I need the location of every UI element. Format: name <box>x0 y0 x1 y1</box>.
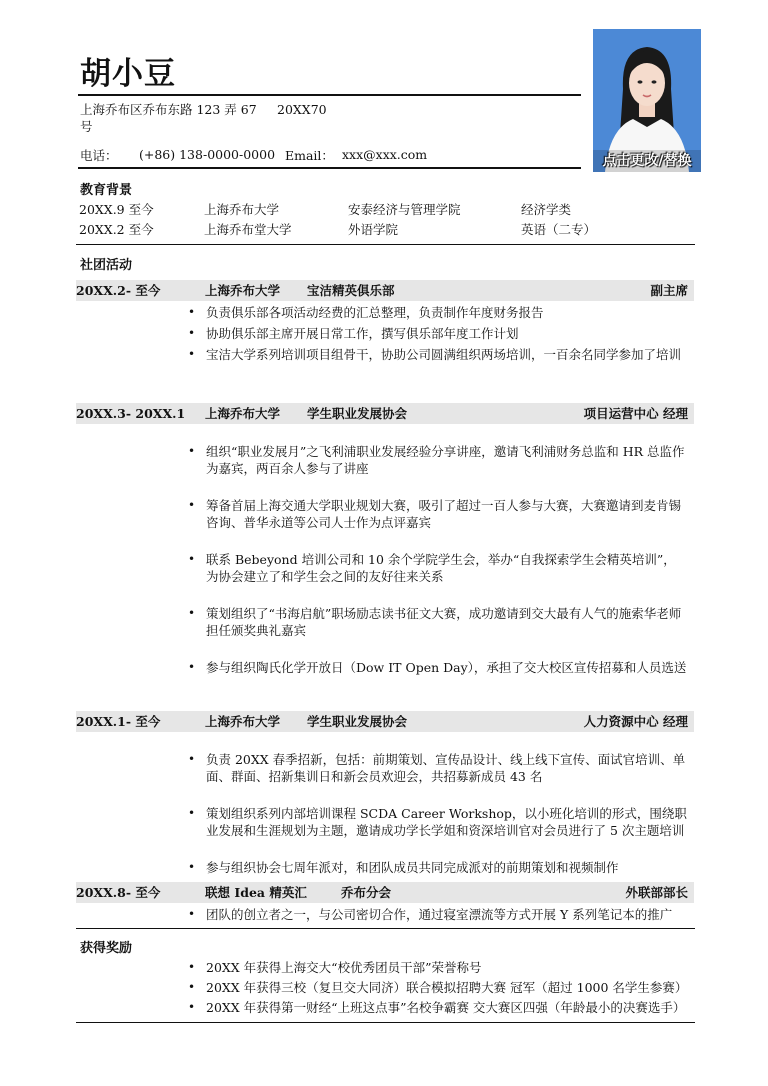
list-item: • 团队的创立者之一，与公司密切合作，通过寝室漂流等方式开展 Y 系列笔记本的推广 <box>188 906 688 923</box>
email-label: Email： <box>285 148 334 163</box>
club-role: 副主席 <box>650 283 688 298</box>
club-entry-header <box>76 403 694 424</box>
clubs-rule <box>76 928 695 929</box>
candidate-name: 胡小豆 <box>80 56 176 92</box>
list-item: • 联系 Bebeyond 培训公司和 10 余个学院学生会，举办“自我探索学生会精英培训”，为协会建立了和学生会之间的友好往来关系 <box>188 551 688 585</box>
list-item: • 宝洁大学系列培训项目组骨干，协助公司圆满组织两场培训，一百余名同学参加了培训 <box>188 346 688 363</box>
profile-photo[interactable] <box>593 29 701 172</box>
contact-rule <box>78 167 581 169</box>
edu-school: 上海乔布堂大学 <box>204 222 292 237</box>
club-role: 外联部部长 <box>625 885 688 900</box>
awards-title: 获得奖励 <box>80 941 133 956</box>
edu-college: 安泰经济与管理学院 <box>348 202 461 217</box>
club-items <box>188 443 688 676</box>
phone-label: 电话： <box>80 148 118 163</box>
address-line-2: 号 <box>80 119 93 134</box>
list-item: • 负责俱乐部各项活动经费的汇总整理，负责制作年度财务报告 <box>188 304 688 321</box>
clubs-title: 社团活动 <box>80 258 133 273</box>
photo-change-caption[interactable]: 点击更改/替换 <box>593 150 701 172</box>
club-date: 20XX.1- 至今 <box>76 714 161 729</box>
list-item: • 协助俱乐部主席开展日常工作，撰写俱乐部年度工作计划 <box>188 325 688 342</box>
address <box>80 101 270 135</box>
club-role: 项目运营中心 经理 <box>583 406 688 421</box>
club-items <box>188 304 688 363</box>
club-dept: 乔布分会 <box>341 885 392 900</box>
edu-major: 经济学类 <box>521 202 572 217</box>
header-rule <box>78 94 581 96</box>
club-org: 上海乔布大学 <box>205 283 281 298</box>
club-dept: 学生职业发展协会 <box>307 714 408 729</box>
list-item: • 筹备首届上海交通大学职业规划大赛，吸引了超过一百人参与大赛，大赛邀请到麦肯锡咨询、普华永道等公司人士作为点评嘉宾 <box>188 497 688 531</box>
club-entry-header <box>76 280 694 301</box>
edu-date: 20XX.9 至今 <box>79 202 154 217</box>
list-item: • 组织“职业发展月”之飞利浦职业发展经验分享讲座，邀请飞利浦财务总监和 HR 总监作为嘉宾，两百余人参与了讲座 <box>188 443 688 477</box>
birth-date: 20XX70 <box>277 102 327 117</box>
phone-value: (+86) 138-0000-0000 <box>139 147 276 162</box>
list-item: • 参与组织协会七周年派对，和团队成员共同完成派对的前期策划和视频制作 <box>188 859 688 876</box>
list-item: • 参与组织陶氏化学开放日（Dow IT Open Day），承担了交大校区宣传招募和人员选送 <box>188 659 688 676</box>
awards-rule <box>76 1022 695 1023</box>
club-items <box>188 751 688 876</box>
club-entry-header <box>76 711 694 732</box>
club-org: 上海乔布大学 <box>205 714 281 729</box>
club-items <box>188 906 688 923</box>
edu-school: 上海乔布大学 <box>204 202 280 217</box>
club-dept: 学生职业发展协会 <box>307 406 408 421</box>
edu-major: 英语（二专） <box>521 222 597 237</box>
edu-date: 20XX.2 至今 <box>79 222 154 237</box>
address-line-1: 上海乔布区乔布东路 123 弄 67 <box>80 102 257 117</box>
list-item: • 负责 20XX 春季招新，包括：前期策划、宣传品设计、线上线下宣传、面试官培训、单面、群面、招新集训日和新会员欢迎会，共招募新成员 43 名 <box>188 751 688 785</box>
list-item: • 策划组织了“书海启航”职场励志读书征文大赛，成功邀请到交大最有人气的施索华老师担任颁奖典礼嘉宾 <box>188 605 688 639</box>
email-value: xxx@xxx.com <box>342 147 428 162</box>
edu-college: 外语学院 <box>348 222 399 237</box>
club-org: 上海乔布大学 <box>205 406 281 421</box>
club-role: 人力资源中心 经理 <box>583 714 688 729</box>
list-item: • 20XX 年获得三校（复旦交大同济）联合模拟招聘大赛 冠军（超过 1000 名学生参赛） <box>188 979 688 996</box>
education-title: 教育背景 <box>80 183 133 198</box>
club-entry-header <box>76 882 694 903</box>
list-item: • 20XX 年获得第一财经“上班这点事”名校争霸赛 交大赛区四强（年龄最小的决赛选手） <box>188 999 688 1016</box>
awards-list <box>188 959 688 1016</box>
club-org: 联想 Idea 精英汇 <box>205 885 307 900</box>
club-date: 20XX.2- 至今 <box>76 283 161 298</box>
club-date: 20XX.8- 至今 <box>76 885 161 900</box>
education-rule <box>76 244 695 245</box>
list-item: • 策划组织系列内部培训课程 SCDA Career Workshop，以小班化培训的形式，围绕职业发展和生涯规划为主题，邀请成功学长学姐和资深培训官对会员进行了 5 次主题培训 <box>188 805 688 839</box>
list-item: • 20XX 年获得上海交大“校优秀团员干部”荣誉称号 <box>188 959 688 976</box>
club-dept: 宝洁精英俱乐部 <box>307 283 395 298</box>
club-date: 20XX.3- 20XX.1 <box>76 406 186 421</box>
